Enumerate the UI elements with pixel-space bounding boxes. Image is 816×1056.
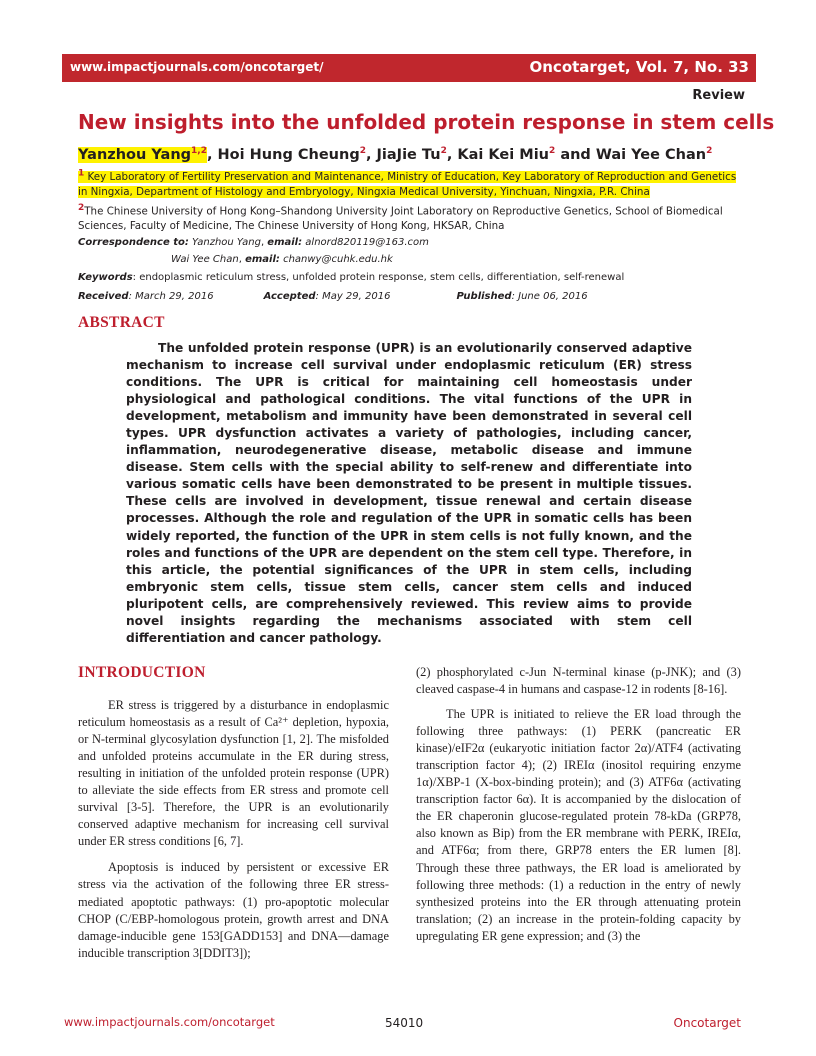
email-link[interactable]: chanwy@cuhk.edu.hk <box>283 254 393 265</box>
journal-url-link[interactable]: www.impactjournals.com/oncotarget/ <box>70 60 324 74</box>
author-name: Kai Kei Miu <box>457 146 549 163</box>
page-number: 54010 <box>385 1016 424 1030</box>
abstract-body: The unfolded protein response (UPR) is an evolutionarily conserved adaptive mechanism to increase cell survival under endoplasmic reticulum (ER) stress conditions. The UPR is critical for maintaining cell homeostasis under physiological and pathological conditions. The vital functions of the UPR in development, metabolism and immunity have been demonstrated in several cell types. UPR dysfunction activates a variety of pathologies, including cancer, inflammation, neurodegenerative disease, metabolic disease and immune disease. Stem cells with the special ability to self-renew and differentiate into various somatic cells have been demonstrated to be present in multiple tissues. These cells are involved in development, tissue renewal and certain disease processes. Although the role and regulation of the UPR in somatic cells has been widely reported, the function of the UPR in stem cells is not fully known, and the roles and functions of the UPR are dependent on the stem cell type. Therefore, in this article, the potential significances of the UPR in stem cells, including embryonic stem cells, tissue stem cells, cancer stem cells and induced pluripotent cells, are comprehensively reviewed. This review aims to provide novel insights regarding the mechanisms associated with stem cell differentiation and cancer pathology. <box>126 341 692 645</box>
footer-url-link[interactable]: www.impactjournals.com/oncotarget <box>64 1015 275 1029</box>
article-dates <box>78 291 588 302</box>
article-type: Review <box>692 88 745 103</box>
email-link[interactable]: alnord820119@163.com <box>305 237 429 248</box>
text-column-right <box>416 664 741 945</box>
published-date: Published: June 06, 2016 <box>456 291 588 302</box>
author-name: JiaJie Tu <box>376 146 441 163</box>
correspondence-line: Correspondence to: Yanzhou Yang, email: alnord820119@163.com <box>78 237 429 248</box>
paragraph: The UPR is initiated to relieve the ER load through the following three pathways: (1) PERK (pancreatic ER kinase)/eIF2α (eukaryotic initiation factor 2α)/ATF4 (activating transcription factor 4); (2) IREIα (inositol requiring enzyme 1α)/XBP-1 (X-box-binding protein); and (3) ATF6α (activating transcription factor 6α). It is accompanied by the dislocation of the ER chaperonin glucose-regulated protein 78-kDa (GRP78, also known as Bip) from the ER membrane with PERK, IREIα, and ATF6α; from there, GRP78 enters the ER lumen [8]. Through these three pathways, the ER load is ameliorated by following three methods: (1) a reduction in the entry of newly synthesized proteins into the ER through attenuating protein translation; (2) an increase in the protein-folding capacity by upregulating ER gene expression; and (3) the <box>416 707 741 943</box>
author-list: Yanzhou Yang$^{1,2}$, Hoi Hung Cheung$^2$, JiaJie Tu$^2$, Kai Kei Miu$^2$ and Wai Yee Chan$^2$ <box>78 146 713 163</box>
correspondence-line-2: Wai Yee Chan, email: chanwy@cuhk.edu.hk <box>171 254 393 265</box>
affiliation-2: $^2$The Chinese University of Hong Kong–Shandong University Joint Laboratory on Reproductive Genetics, School of Biomedical Sciences, Faculty of Medicine, The Chinese University of Hong Kong, HKSAR, China <box>78 203 723 233</box>
author-name: Yanzhou Yang$^{1,2}$ <box>78 146 207 163</box>
article-title: New insights into the unfolded protein response in stem cells <box>78 110 775 134</box>
paragraph: ER stress is triggered by a disturbance in endoplasmic reticulum homeostasis as a result of Ca²⁺ depletion, hypoxia, or N-terminal glycosylation dysfunction [1, 2]. The misfolded and unfolded proteins accumulate in the ER during stress, resulting in initiation of the unfolded protein response (UPR) to alleviate the side effects from ER stress and promote cell survival [3-5]. Therefore, the UPR is an evolutionarily conserved adaptive mechanism for increasing cell survival under ER stress conditions [6, 7]. <box>78 698 389 849</box>
footer-journal: Oncotarget <box>673 1016 741 1030</box>
affiliation-1: $^1$ Key Laboratory of Fertility Preservation and Maintenance, Ministry of Education, Key Laboratory of Reproduction and Genetics in Ningxia, Department of Histology and Embryology, Ningxia Medical University, Yinchuan, Ningxia, P.R. China <box>78 169 737 199</box>
journal-header-bar <box>62 54 756 82</box>
introduction-heading: INTRODUCTION <box>78 664 206 681</box>
abstract-heading: ABSTRACT <box>78 314 165 331</box>
keywords: Keywords: endoplasmic reticulum stress, unfolded protein response, stem cells, differentiation, self-renewal <box>78 272 625 283</box>
paragraph: (2) phosphorylated c-Jun N-terminal kinase (p-JNK); and (3) cleaved caspase-4 in humans and caspase-12 in rodents [8-16]. <box>416 665 741 697</box>
author-name: Wai Yee Chan <box>595 146 707 163</box>
accepted-date: Accepted: May 29, 2016 <box>263 291 391 302</box>
journal-issue: Oncotarget, Vol. 7, No. 33 <box>529 58 749 76</box>
received-date: Received: March 29, 2016 <box>78 291 214 302</box>
paragraph: Apoptosis is induced by persistent or excessive ER stress via the activation of the following three ER stress-mediated apoptotic pathways: (1) pro-apoptotic molecular CHOP (C/EBP-homologous protein, growth arrest and DNA damage-inducible gene 153[GADD153] and DNA—damage inducible transcription 3[DDIT3]); <box>78 860 389 960</box>
author-name: Hoi Hung Cheung <box>217 146 360 163</box>
text-column-left <box>78 697 389 962</box>
